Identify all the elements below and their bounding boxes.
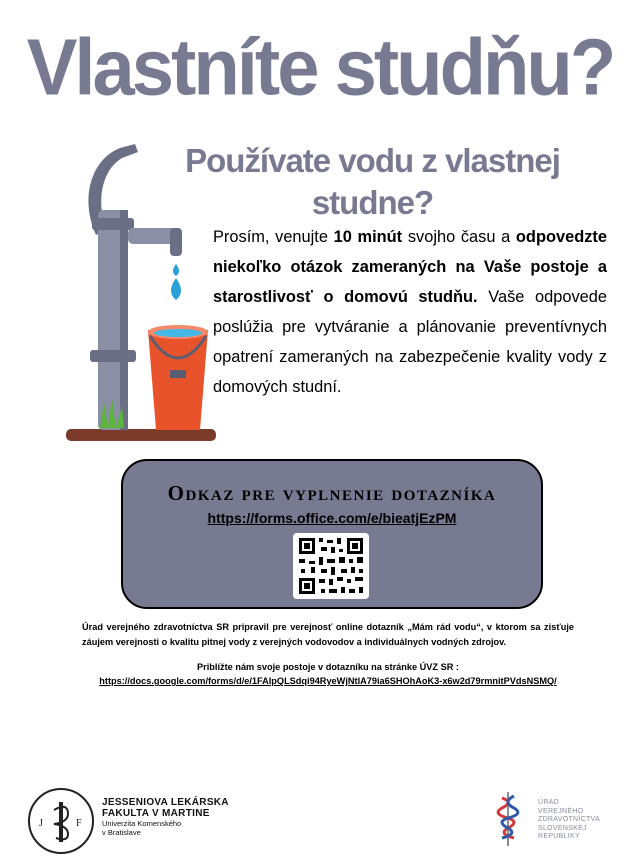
uvz-text: ÚRAD VEREJNÉHO ZDRAVOTNÍCTVA SLOVENSKEJ REPUBLIKY <box>538 799 600 840</box>
uvz-logo-icon <box>494 790 522 848</box>
info-paragraph: Úrad verejného zdravotníctva SR pripravil pre verejnosť online dotazník „Mám rád vodu“, v ktorom sa zisťuje záujem verejnosti o kvalitu pitnej vody z verejných vodovodov a individuálnych vodných zdrojov. <box>82 622 574 647</box>
qr-code-icon[interactable] <box>293 533 369 599</box>
jlf-logo-icon <box>26 786 96 856</box>
survey-link[interactable]: https://forms.office.com/e/bieatjEzPM <box>207 510 457 526</box>
survey-box-title: Odkaz pre vyplnenie dotazníka <box>167 481 497 505</box>
intro-text: Prosím, venujte 10 minút svojho času a odpovedzte niekoľko otázok zameraných na Vaše postoje a starostlivosť o domovú studňu. Vaše odpovede poslúžia pre vytváranie a plánovanie preventívnych opatrení zameraných na zabezpečenie kvality vody z domových studní. <box>213 228 607 396</box>
svg-text:F: F <box>76 818 82 829</box>
jlf-text: JESSENIOVA LEKÁRSKA FAKULTA V MARTINE Univerzita Komenského v Bratislave <box>102 797 229 837</box>
info-call-to-action: Priblížte nám svoje postoje v dotazníku na stránke ÚVZ SR : https://docs.google.com/forms/d/e/1FAIpQLSdqi94RyeWjNtlA79ia6SHOhAoK3-x6w2d79rmnitPVdsNSMQ/ <box>82 660 574 688</box>
page-title: Vlastníte studňu? <box>26 22 614 113</box>
survey-box <box>121 459 543 609</box>
svg-text:J: J <box>39 818 43 829</box>
google-form-link[interactable]: https://docs.google.com/forms/d/e/1FAIpQLSdqi94RyeWjNtlA79ia6SHOhAoK3-x6w2d79rmnitPVdsNSMQ/ <box>99 676 557 686</box>
page-subtitle: Používate vodu z vlastnej studne? <box>185 142 560 221</box>
water-pump-illustration <box>60 140 220 450</box>
